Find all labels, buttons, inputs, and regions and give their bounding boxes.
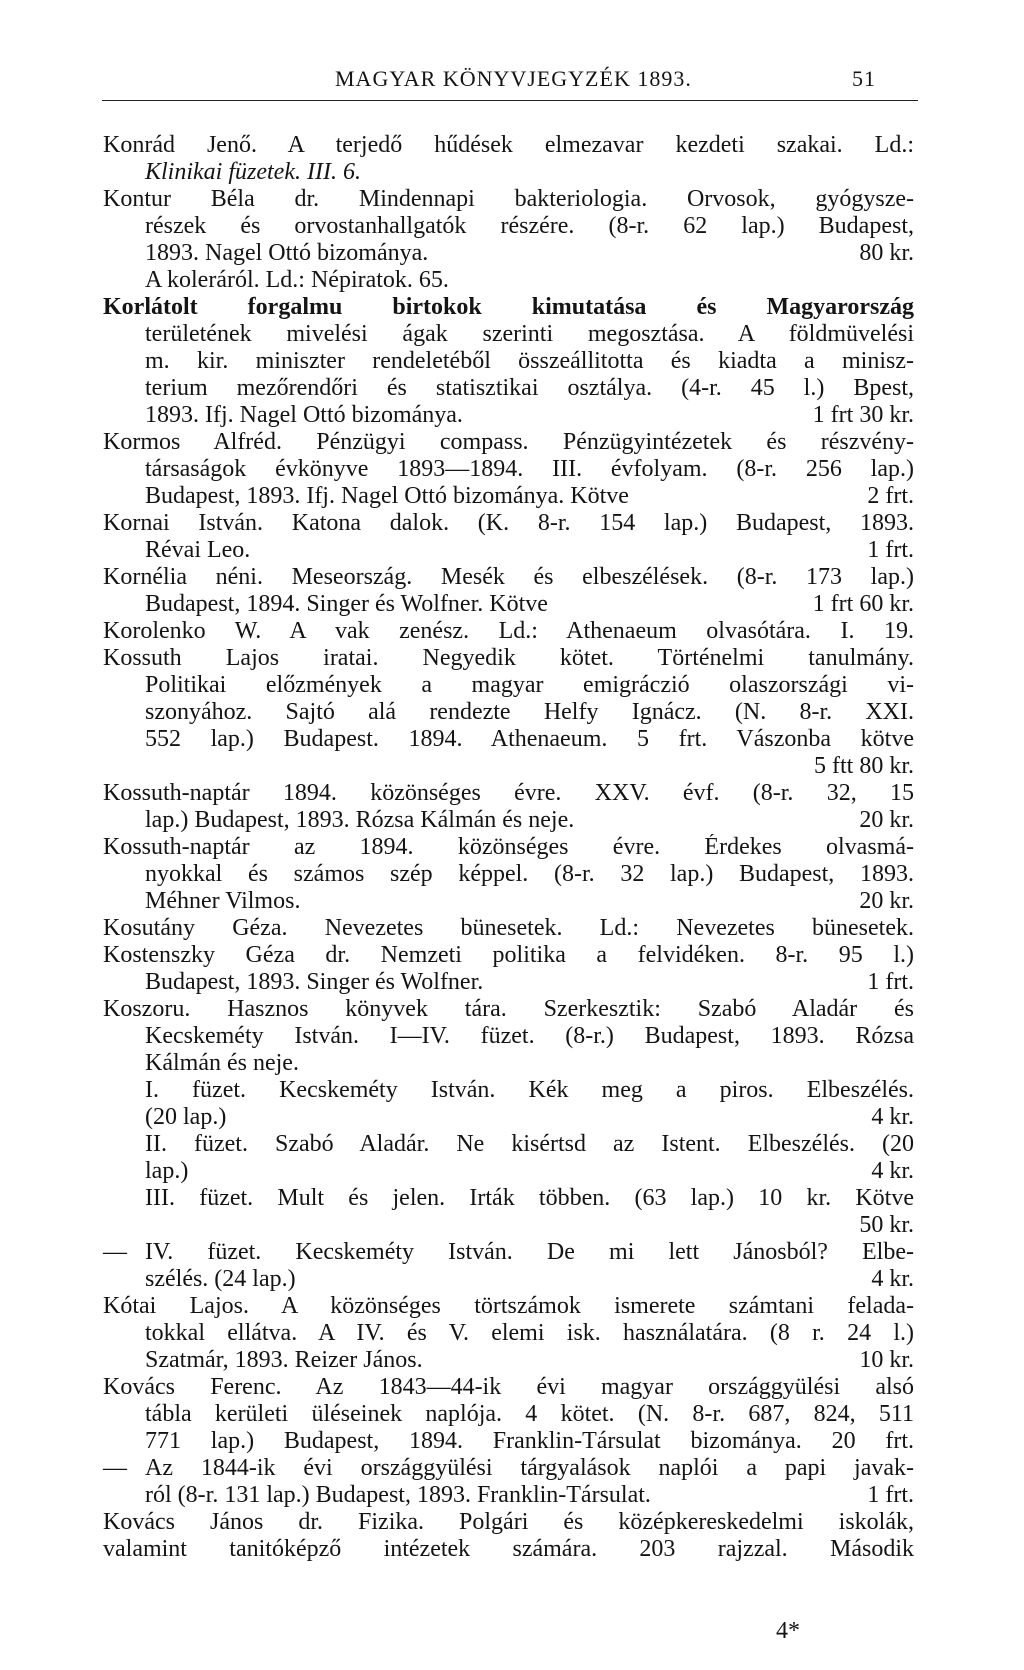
entry-line: Kormos Alfréd. Pénzügyi compass. Pénzügyintézetek és részvény- [103,429,914,455]
price: 4 kr. [871,1158,914,1184]
price: 1 frt. [867,537,914,563]
entry-line: szélés. (24 lap.) 4 kr. [145,1266,914,1292]
price: 50 kr. [859,1212,914,1238]
entry-line: Szatmár, 1893. Reizer János. 10 kr. [145,1347,914,1373]
entry-line: Budapest, 1893. Ifj. Nagel Ottó bizománya. Kötve 2 frt. [145,483,914,509]
ditto-dash: — [103,1455,127,1481]
ditto-dash: — [103,1239,127,1265]
entry-line: Korlátolt forgalmu birtokok kimutatása és Magyarország [103,294,914,320]
entry-line: ról (8-r. 131 lap.) Budapest, 1893. Franklin-Társulat. 1 frt. [145,1482,914,1508]
entry-line: Kovács János dr. Fizika. Polgári és középkereskedelmi iskolák, [103,1509,914,1535]
entry-line: III. füzet. Mult és jelen. Irták többen. (63 lap.) 10 kr. Kötve [145,1185,914,1211]
price: 4 kr. [871,1104,914,1130]
entry-line: (20 lap.) 4 kr. [145,1104,914,1130]
entry-line: Kostenszky Géza dr. Nemzeti politika a felvidéken. 8-r. 95 l.) [103,942,914,968]
entry-line: 771 lap.) Budapest, 1894. Franklin-Társulat bizománya. 20 frt. [145,1428,914,1454]
price: 2 frt. [867,483,914,509]
entry-line: Korolenko W. A vak zenész. Ld.: Athenaeum olvasótára. I. 19. [103,618,914,644]
price: 4 kr. [871,1266,914,1292]
entry-line [0,1212,1024,1239]
price: 20 kr. [859,888,914,914]
entry-line: Kornai István. Katona dalok. (K. 8-r. 154 lap.) Budapest, 1893. [103,510,914,536]
price: 10 kr. [859,1347,914,1373]
price: 20 kr. [859,807,914,833]
entry-line: terium mezőrendőri és statisztikai osztálya. (4-r. 45 l.) Bpest, [145,375,914,401]
entry-line: Méhner Vilmos. 20 kr. [145,888,914,914]
page-number: 51 [852,66,876,91]
catalog-entries [0,132,1024,1563]
entry-line: Kornélia néni. Meseország. Mesék és elbeszélések. (8-r. 173 lap.) [103,564,914,590]
entry-line: Politikai előzmények a magyar emigráczió olaszországi vi- [145,672,914,698]
signature-mark: 4* [776,1618,800,1644]
entry-line: II. füzet. Szabó Aladár. Ne kisértsd az Istent. Elbeszélés. (20 [145,1131,914,1157]
entry-line: lap.) Budapest, 1893. Rózsa Kálmán és neje. 20 kr. [145,807,914,833]
entry-line: Kossuth-naptár 1894. közönséges évre. XXV. évf. (8-r. 32, 15 [103,780,914,806]
price: 80 kr. [859,240,914,266]
entry-line: lap.) 4 kr. [145,1158,914,1184]
entry-line: Klinikai füzetek. III. 6. [145,159,361,185]
entry-line: 552 lap.) Budapest. 1894. Athenaeum. 5 frt. Vászonba kötve [145,726,914,752]
running-title: MAGYAR KÖNYVJEGYZÉK 1893. [335,66,692,91]
entry-line: A koleráról. Ld.: Népiratok. 65. [145,267,449,293]
price: 1 frt. [867,1482,914,1508]
entry-line: Kosutány Géza. Nevezetes bünesetek. Ld.: Nevezetes bünesetek. [103,915,914,941]
entry-line: Konrád Jenő. A terjedő hűdések elmezavar kezdeti szakai. Ld.: [103,132,914,158]
price: 1 frt 30 kr. [812,402,914,428]
header-rule [102,100,918,101]
entry-line: Kálmán és neje. [145,1050,299,1076]
price: 1 frt. [867,969,914,995]
entry-line: 1893. Nagel Ottó bizománya. 80 kr. [145,240,914,266]
entry-line: — IV. füzet. Kecskeméty István. De mi lett Jánosból? Elbe- [103,1239,914,1265]
entry-line: tábla kerületi üléseinek naplója. 4 kötet. (N. 8-r. 687, 824, 511 [145,1401,914,1427]
entry-line: Kovács Ferenc. Az 1843—44-ik évi magyar országgyülési alsó [103,1374,914,1400]
entry-line: területének mivelési ágak szerinti megosztása. A földmüvelési [145,321,914,347]
entry-line: valamint tanitóképző intézetek számára. 203 rajzzal. Második [103,1536,914,1562]
entry-line: m. kir. miniszter rendeletéből összeállitotta és kiadta a minisz- [145,348,914,374]
entry-line: I. füzet. Kecskeméty István. Kék meg a piros. Elbeszélés. [145,1077,914,1103]
entry-line: Kossuth Lajos iratai. Negyedik kötet. Történelmi tanulmány. [103,645,914,671]
entry-line: részek és orvostanhallgatók részére. (8-r. 62 lap.) Budapest, [145,213,914,239]
entry-line: nyokkal és számos szép képpel. (8-r. 32 lap.) Budapest, 1893. [145,861,914,887]
entry-line: Kossuth-naptár az 1894. közönséges évre. Érdekes olvasmá- [103,834,914,860]
page-header [0,62,1024,96]
entry-line: szonyához. Sajtó alá rendezte Helfy Ignácz. (N. 8-r. XXI. [145,699,914,725]
entry-line: Budapest, 1893. Singer és Wolfner. 1 frt. [145,969,914,995]
entry-line: tokkal ellátva. A IV. és V. elemi isk. használatára. (8 r. 24 l.) [145,1320,914,1346]
entry-line: Kótai Lajos. A közönséges törtszámok ismerete számtani felada- [103,1293,914,1319]
entry-line: 1893. Ifj. Nagel Ottó bizománya. 1 frt 30 kr. [145,402,914,428]
entry-line: Révai Leo. 1 frt. [145,537,914,563]
entry-line: Kecskeméty István. I—IV. füzet. (8-r.) Budapest, 1893. Rózsa [145,1023,914,1049]
entry-line: Koszoru. Hasznos könyvek tára. Szerkesztik: Szabó Aladár és [103,996,914,1022]
entry-line: Budapest, 1894. Singer és Wolfner. Kötve 1 frt 60 kr. [145,591,914,617]
entry-line: társaságok évkönyve 1893—1894. III. évfolyam. (8-r. 256 lap.) [145,456,914,482]
entry-line: Kontur Béla dr. Mindennapi bakteriologia. Orvosok, gyógysze- [103,186,914,212]
price: 5 ftt 80 kr. [814,753,914,779]
entry-line: — Az 1844-ik évi országgyülési tárgyalások naplói a papi javak- [103,1455,914,1481]
price: 1 frt 60 kr. [812,591,914,617]
entry-line [0,753,1024,780]
